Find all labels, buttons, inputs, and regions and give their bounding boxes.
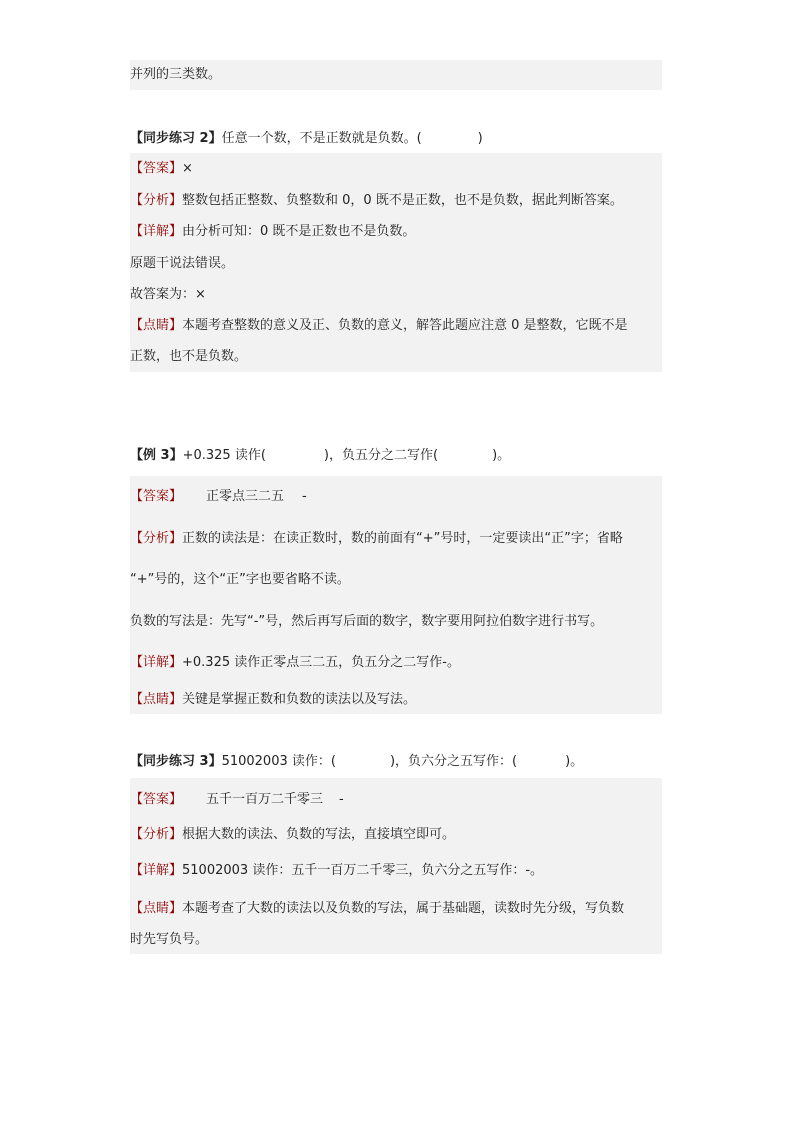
question-text: 任意一个数，不是正数就是负数。( xyxy=(221,131,422,146)
answer-tag: 【答案】 xyxy=(130,489,183,504)
question-text-a: 51002003 读作：( xyxy=(221,754,336,769)
detail-text-2: 原题干说法错误。 xyxy=(130,256,235,271)
analysis-tag: 【分析】 xyxy=(130,531,183,546)
answer-line xyxy=(130,487,662,507)
comment-line xyxy=(130,899,662,919)
shade-ex3 xyxy=(130,476,662,714)
analysis-text: 整数包括正整数、负整数和 0，0 既不是正数，也不是负数，据此判断答案。 xyxy=(182,193,623,208)
comment-line xyxy=(130,316,662,336)
detail-line xyxy=(130,861,662,881)
answer-line xyxy=(130,790,662,810)
detail-line xyxy=(130,653,662,673)
analysis-line xyxy=(130,191,662,211)
question-tag: 【同步练习 2】 xyxy=(130,131,222,146)
question-text-b: )，负五分之二写作( xyxy=(323,448,439,463)
comment-line-2 xyxy=(130,347,662,367)
comment-tag: 【点睛】 xyxy=(130,901,183,916)
answer-tag: 【答案】 xyxy=(130,792,183,807)
detail-tag: 【详解】 xyxy=(130,863,183,878)
analysis-tag: 【分析】 xyxy=(130,193,183,208)
question-text-c: )。 xyxy=(565,754,584,769)
comment-text: 关键是掌握正数和负数的读法以及写法。 xyxy=(182,692,417,707)
answer-text-1: 五千一百万二千零三 xyxy=(206,792,324,807)
question-text-c: )。 xyxy=(492,448,511,463)
comment-text: 本题考查整数的意义及正、负数的意义，解答此题应注意 0 是整数，它既不是 xyxy=(182,318,628,333)
question-title xyxy=(130,446,662,466)
analysis-text-3: 负数的写法是：先写“-”号，然后再写后面的数字，数字要用阿拉伯数字进行书写。 xyxy=(130,614,604,629)
answer-text-1: 正零点三二五 xyxy=(206,489,285,504)
detail-line xyxy=(130,222,662,242)
comment-tag: 【点睛】 xyxy=(130,692,183,707)
continued-text: 并列的三类数。 xyxy=(130,67,222,82)
detail-tag: 【详解】 xyxy=(130,655,183,670)
detail-text: 由分析可知：0 既不是正数也不是负数。 xyxy=(182,224,416,239)
comment-text-2: 时先写负号。 xyxy=(130,932,209,947)
question-title xyxy=(130,752,662,772)
comment-line xyxy=(130,690,662,710)
analysis-text-2: “+”号的，这个“正”字也要省略不读。 xyxy=(130,572,350,587)
answer-text-2: - xyxy=(339,792,344,807)
question-text-b: )，负六分之五写作：( xyxy=(389,754,518,769)
comment-line-2 xyxy=(130,930,662,950)
detail-text: +0.325 读作正零点三二五，负五分之二写作-。 xyxy=(182,655,460,670)
question-text-a: +0.325 读作( xyxy=(182,448,266,463)
analysis-text-1: 正数的读法是：在读正数时，数的前面有“+”号时，一定要读出“正”字；省略 xyxy=(182,531,623,546)
comment-text: 本题考查了大数的读法以及负数的写法，属于基础题，读数时先分级，写负数 xyxy=(182,901,625,916)
question-title xyxy=(130,129,662,149)
detail-text-3: 故答案为：× xyxy=(130,287,206,302)
analysis-line xyxy=(130,529,662,549)
analysis-line-2 xyxy=(130,570,662,590)
answer-text-2: - xyxy=(302,489,307,504)
answer-line xyxy=(130,159,662,179)
detail-line-2 xyxy=(130,254,662,274)
analysis-text: 根据大数的读法、负数的写法，直接填空即可。 xyxy=(182,827,456,842)
question-tag: 【同步练习 3】 xyxy=(130,754,222,769)
analysis-tag: 【分析】 xyxy=(130,827,183,842)
detail-text: 51002003 读作：五千一百万二千零三，负六分之五写作：-。 xyxy=(182,863,544,878)
comment-tag: 【点睛】 xyxy=(130,318,183,333)
detail-line-3 xyxy=(130,285,662,305)
question-close: ) xyxy=(477,131,483,146)
answer-text: × xyxy=(182,161,193,176)
analysis-line xyxy=(130,825,662,845)
text-line xyxy=(130,65,662,85)
question-tag: 【例 3】 xyxy=(130,448,183,463)
analysis-line-3 xyxy=(130,612,662,632)
comment-text-2: 正数，也不是负数。 xyxy=(130,349,248,364)
answer-tag: 【答案】 xyxy=(130,161,183,176)
detail-tag: 【详解】 xyxy=(130,224,183,239)
